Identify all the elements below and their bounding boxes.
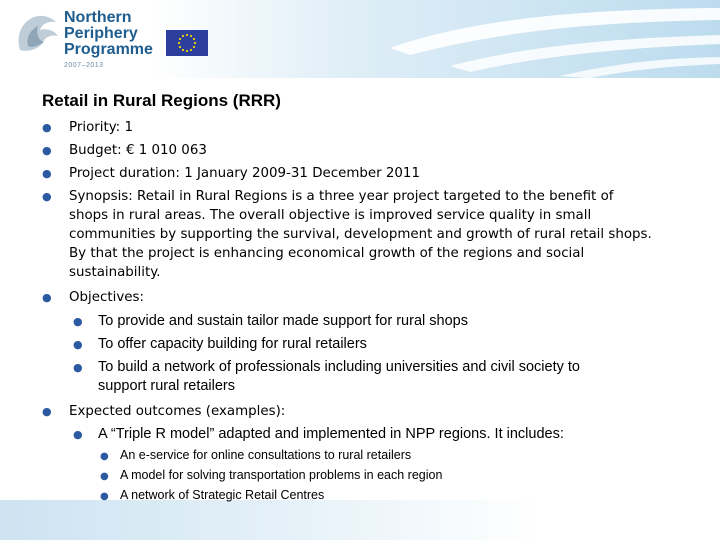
slide-title: Retail in Rural Regions (RRR) [42, 91, 281, 110]
bullet-icon: ● [42, 291, 52, 304]
outcome-main-item: A “Triple R model” adapted and implemented in NPP regions. It includes: [98, 426, 564, 442]
bullet-icon: ● [42, 121, 52, 134]
duration-line [69, 164, 420, 183]
priority-label: Priority: [69, 120, 121, 135]
slide-header [0, 0, 720, 78]
duration-label: Project duration: [69, 166, 180, 181]
eu-flag-icon [166, 30, 208, 56]
bullet-icon: ● [100, 491, 109, 502]
bullet-icon: ● [100, 471, 109, 482]
logo-line-1: Northern [64, 9, 132, 26]
budget-label: Budget: [69, 143, 122, 158]
outcome-sub-item: An e-service for online consultations to rural retailers [120, 448, 412, 462]
objective-item-continued: support rural retailers [98, 378, 235, 394]
synopsis-line-5: sustainability. [69, 265, 161, 280]
bullet-icon: ● [73, 315, 83, 328]
synopsis-line-3: communities by supporting the survival, development and growth of rural retail shops. [69, 227, 652, 242]
synopsis-text-1: Retail in Rural Regions is a three year project targeted to the benefit of [132, 189, 614, 204]
duration-value: 1 January 2009-31 December 2011 [179, 166, 420, 181]
npp-logo-wordmark [64, 10, 153, 58]
outcomes-heading: Expected outcomes (examples): [69, 404, 286, 419]
outcome-sub-item: A network of Strategic Retail Centres [120, 488, 325, 502]
logo-line-2: Periphery [64, 25, 138, 42]
bullet-icon: ● [100, 451, 109, 462]
synopsis-label: Synopsis: [69, 189, 133, 204]
npp-bird-logo-icon [14, 12, 60, 56]
logo-years: 2007–2013 [64, 62, 104, 69]
priority-line [69, 118, 133, 137]
bullet-icon: ● [42, 167, 52, 180]
header-swoosh-graphic [150, 0, 720, 78]
bullet-icon: ● [42, 405, 52, 418]
bullet-icon: ● [42, 190, 52, 203]
objectives-heading: Objectives: [69, 290, 144, 305]
logo-line-3: Programme [64, 41, 153, 58]
objective-item: To offer capacity building for rural retailers [98, 336, 367, 352]
bullet-icon: ● [73, 338, 83, 351]
bullet-icon: ● [73, 361, 83, 374]
outcome-sub-item: A model for solving transportation problems in each region [120, 468, 443, 482]
bullet-icon: ● [73, 428, 83, 441]
footer-band [0, 500, 720, 540]
synopsis-line-1 [69, 187, 613, 206]
objective-item: To provide and sustain tailor made support for rural shops [98, 313, 468, 329]
synopsis-line-4: By that the project is enhancing economical growth of the regions and social [69, 246, 585, 261]
bullet-icon: ● [42, 144, 52, 157]
budget-line [69, 141, 207, 160]
objective-item: To build a network of professionals including universities and civil society to [98, 359, 580, 375]
budget-value: € 1 010 063 [121, 143, 207, 158]
priority-value: 1 [120, 120, 133, 135]
synopsis-line-2: shops in rural areas. The overall objective is improved service quality in small [69, 208, 592, 223]
